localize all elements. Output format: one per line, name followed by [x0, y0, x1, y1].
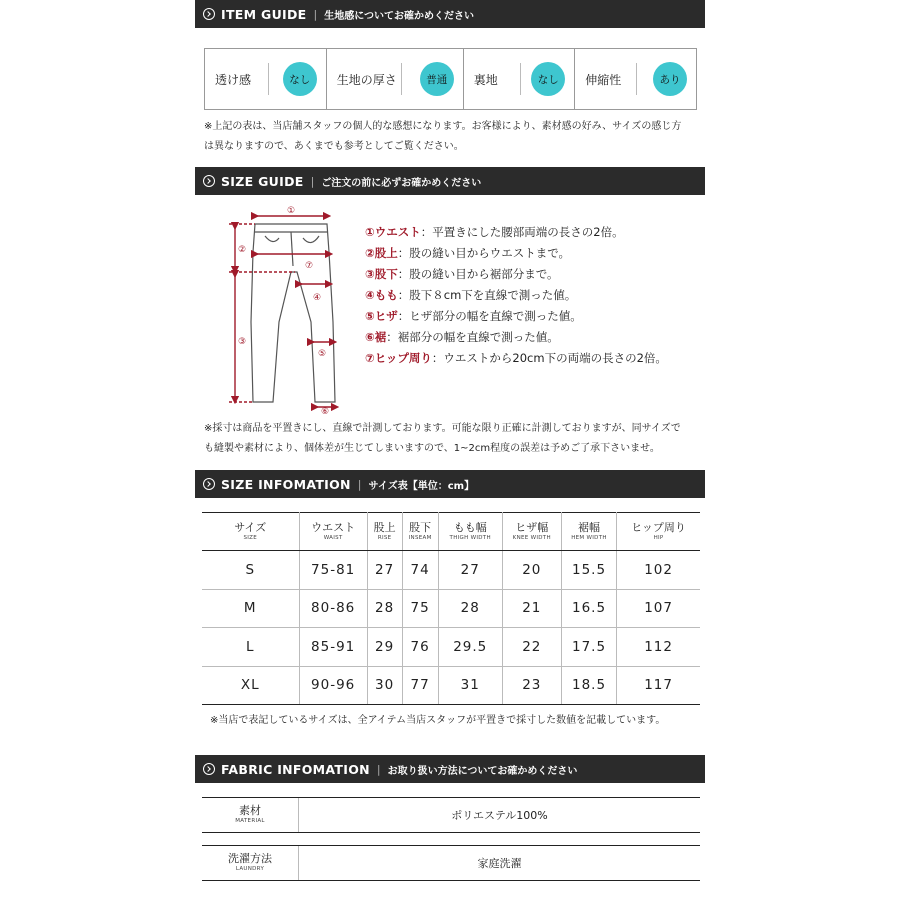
col-header-hip: ヒップ周り HIP [617, 513, 700, 551]
col-header-thigh: もも幅 THIGH WIDTH [438, 513, 502, 551]
col-header-hem: 裾幅 HEM WIDTH [561, 513, 616, 551]
size-table [202, 512, 700, 705]
diagram-label-3: ③ [237, 337, 247, 347]
guide-badge: 普通 [420, 62, 454, 96]
size-info-note: ※当店で表記しているサイズは、全アイテム当店スタッフが平置きで採寸した数値を記載しています。 [210, 715, 666, 726]
guide-badge: なし [531, 62, 565, 96]
diagram-label-4: ④ [312, 293, 322, 303]
table-header-row [202, 513, 700, 551]
pants-measurement-diagram [215, 202, 345, 414]
legend-item: ⑦ヒップ周り：ウエストから20cm下の両端の長さの2倍。 [365, 351, 667, 365]
guide-label: 透け感 [215, 72, 252, 87]
col-header-rise: 股上 RISE [367, 513, 402, 551]
guide-label: 生地の厚さ [336, 72, 397, 87]
col-header-size: サイズ SIZE [202, 513, 299, 551]
chevron-circle-icon [203, 8, 215, 20]
legend-item: ⑥裾：裾部分の幅を直線で測った値。 [365, 330, 559, 344]
guide-cell-stretch [575, 49, 696, 109]
diagram-label-6: ⑥ [320, 407, 330, 414]
diagram-label-5: ⑤ [317, 349, 327, 359]
legend-item: ②股上：股の縫い目からウエストまで。 [365, 246, 571, 260]
fabric-row-laundry: 洗濯方法 LAUNDRY 家庭洗濯 [202, 845, 700, 881]
section-subtitle: サイズ表【単位：cm】 [368, 480, 475, 492]
chevron-circle-icon [203, 175, 215, 187]
chevron-circle-icon [203, 478, 215, 490]
size-guide-header: SIZE GUIDE | ご注文の前に必ずお確かめください [195, 167, 705, 195]
col-header-waist: ウエスト WAIST [299, 513, 367, 551]
guide-badge: なし [283, 62, 317, 96]
legend-item: ③股下：股の縫い目から裾部分まで。 [365, 267, 559, 281]
section-title: SIZE INFOMATION [221, 476, 351, 492]
size-guide-note: ※採寸は商品を平置きにし、直線で計測しております。可能な限り正確に計測しておりますが、同サイズで も縫製や素材により、個体差が生じてしまいますので、1~2cm程度の誤差は予めご了承下さいませ。 [204, 423, 681, 454]
diagram-label-7: ⑦ [304, 261, 314, 271]
fabric-value: ポリエステル100% [451, 809, 548, 822]
fabric-row-material: 素材 MATERIAL ポリエステル100% [202, 797, 700, 833]
legend-item: ①ウエスト：平置きにした腰部両端の長さの2倍。 [365, 225, 624, 239]
fabric-feel-guide [204, 48, 697, 110]
table-row: M 80-86 28 75 28 21 16.5 107 [202, 589, 700, 628]
fabric-info-header: FABRIC INFOMATION | お取り扱い方法についてお確かめください [195, 755, 705, 783]
diagram-label-2: ② [237, 245, 247, 255]
guide-cell-lining [464, 49, 576, 109]
measurement-legend [365, 222, 667, 369]
table-row: S 75-81 27 74 27 20 15.5 102 [202, 551, 700, 590]
guide-badge: あり [653, 62, 687, 96]
guide-label: 伸縮性 [585, 72, 622, 87]
col-header-knee: ヒザ幅 KNEE WIDTH [502, 513, 561, 551]
section-subtitle: ご注文の前に必ずお確かめください [321, 177, 482, 189]
table-row: XL 90-96 30 77 31 23 18.5 117 [202, 666, 700, 705]
section-title: SIZE GUIDE [221, 173, 304, 189]
guide-label: 裏地 [473, 72, 498, 87]
diagram-label-1: ① [286, 206, 296, 216]
guide-cell-thickness [327, 49, 464, 109]
section-title: ITEM GUIDE [221, 6, 307, 22]
item-guide-header: ITEM GUIDE | 生地感についてお確かめください [195, 0, 705, 28]
legend-item: ④もも：股下８cm下を直線で測った値。 [365, 288, 577, 302]
pants-outline [251, 224, 335, 402]
section-subtitle: お取り扱い方法についてお確かめください [387, 765, 578, 777]
col-header-inseam: 股下 INSEAM [402, 513, 438, 551]
fabric-value: 家庭洗濯 [477, 857, 522, 870]
guide-cell-sheerness [205, 49, 327, 109]
legend-item: ⑤ヒザ：ヒザ部分の幅を直線で測った値。 [365, 309, 582, 323]
item-guide-note: ※上記の表は、当店舗スタッフの個人的な感想になります。お客様により、素材感の好み、サイズの感じ方 は異なりますので、あくまでも参考としてご覧ください。 [204, 121, 682, 152]
section-subtitle: 生地感についてお確かめください [324, 10, 475, 22]
size-info-header: SIZE INFOMATION | サイズ表【単位：cm】 [195, 470, 705, 498]
chevron-circle-icon [203, 763, 215, 775]
section-title: FABRIC INFOMATION [221, 761, 370, 777]
table-row: L 85-91 29 76 29.5 22 17.5 112 [202, 628, 700, 667]
